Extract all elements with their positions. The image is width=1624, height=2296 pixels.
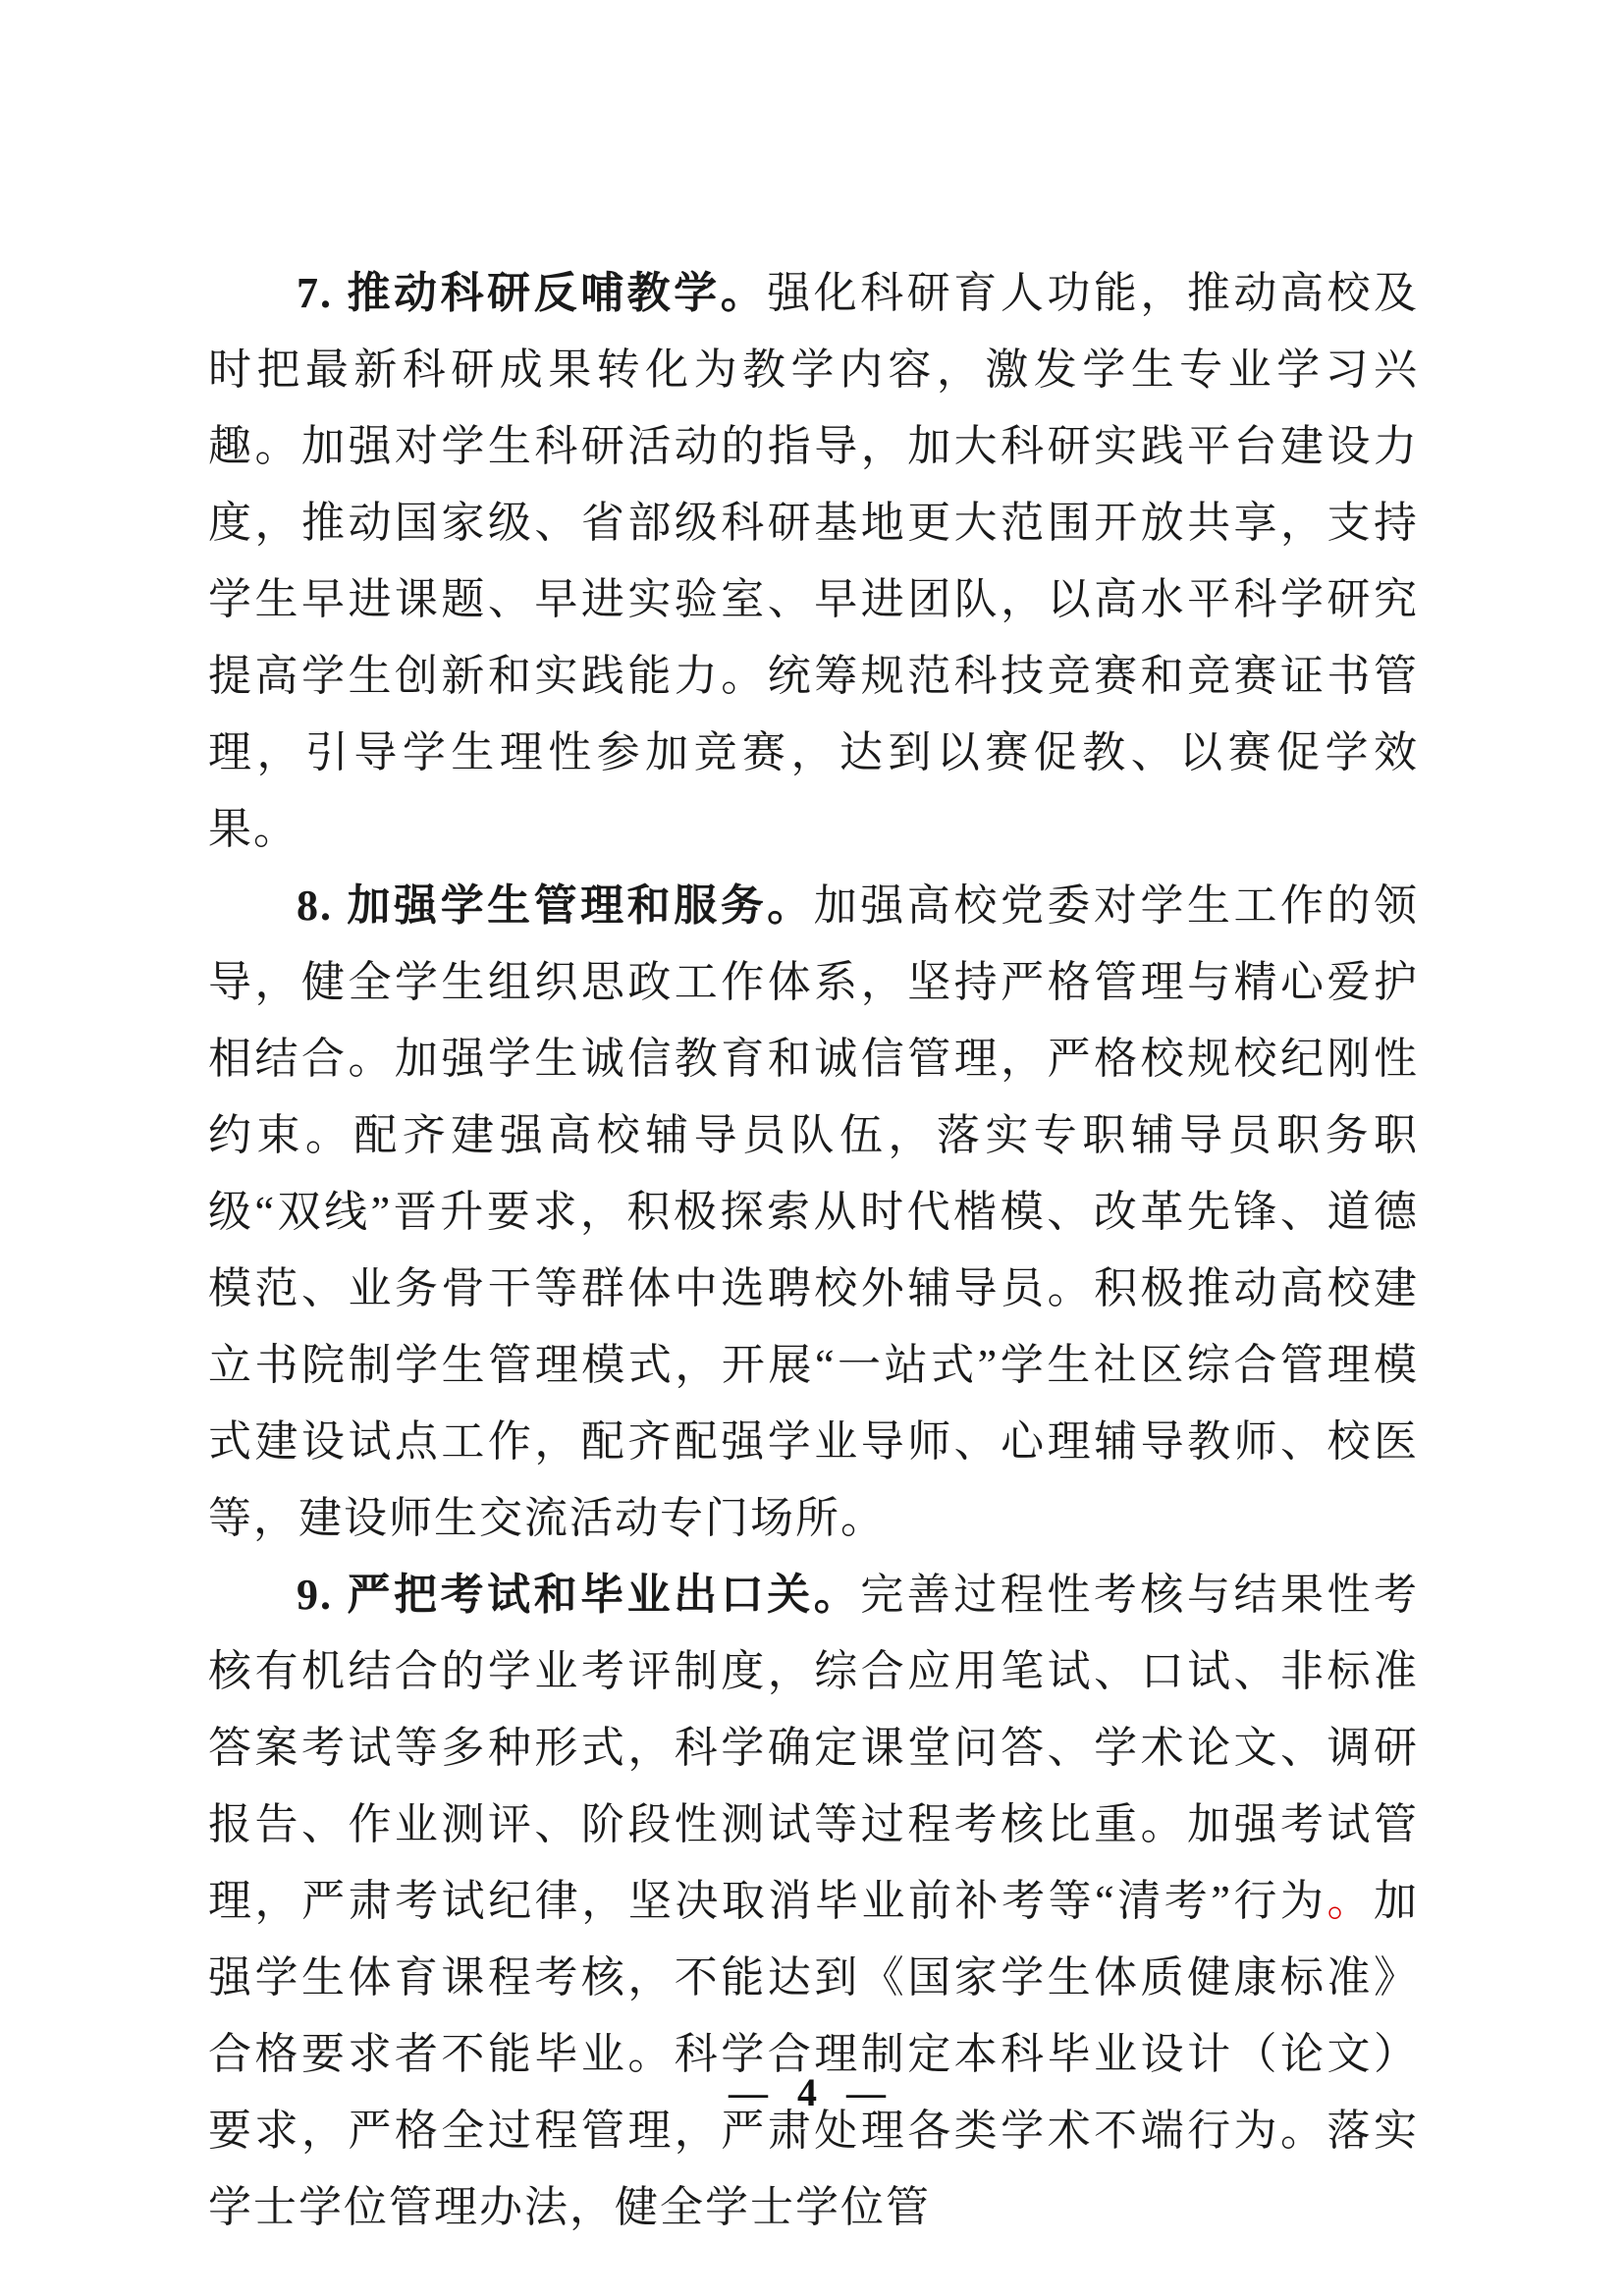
paragraph-7-body: 强化科研育人功能，推动高校及时把最新科研成果转化为教学内容，激发学生专业学习兴趣。加强对学生科研活动的指导，加大科研实践平台建设力度，推动国家级、省部级科研基地更大范围开放共享，支持学生早进课题、早进实验室、早进团队，以高水平科学研究提高学生创新和实践能力。统筹规范科技竞赛和竞赛证书管理，引导学生理性参加竞赛，达到以赛促教、以赛促学效果。 [208,269,1420,853]
document-body [208,255,1419,2246]
paragraph-9-body-after-red: 加强学生体育课程考核，不能达到《国家学生体质健康标准》合格要求者不能毕业。科学合理制定本科毕业设计（论文）要求，严格全过程管理，严肃处理各类学术不端行为。落实学士学位管理办法，健全学士学位管 [208,1877,1420,2231]
paragraph-7 [208,255,1419,868]
paragraph-9-body-before-red: 完善过程性考核与结果性考核有机结合的学业考评制度，综合应用笔试、口试、非标准答案考试等多种形式，科学确定课堂问答、学术论文、调研报告、作业测评、阶段性测试等过程考核比重。加强考试管理，严肃考试纪律，坚决取消毕业前补考等“清考”行为 [208,1571,1420,1925]
paragraph-8 [208,868,1419,1557]
paragraph-7-heading: 7. 推动科研反哺教学。 [297,269,768,317]
paragraph-9 [208,1557,1419,2246]
red-period-mark: 。 [1326,1877,1375,1925]
page-number: — 4 — [729,2070,895,2114]
paragraph-8-body: 加强高校党委对学生工作的领导，健全学生组织思政工作体系，坚持严格管理与精心爱护相结合。加强学生诚信教育和诚信管理，严格校规校纪刚性约束。配齐建强高校辅导员队伍，落实专职辅导员职务职级“双线”晋升要求，积极探索从时代楷模、改革先锋、道德模范、业务骨干等群体中选聘校外辅导员。积极推动高校建立书院制学生管理模式，开展“一站式”学生社区综合管理模式建设试点工作，配齐配强学业导师、心理辅导教师、校医等，建设师生交流活动专门场所。 [208,881,1420,1542]
paragraph-8-heading: 8. 加强学生管理和服务。 [297,881,814,930]
paragraph-9-heading: 9. 严把考试和毕业出口关。 [297,1571,861,1619]
